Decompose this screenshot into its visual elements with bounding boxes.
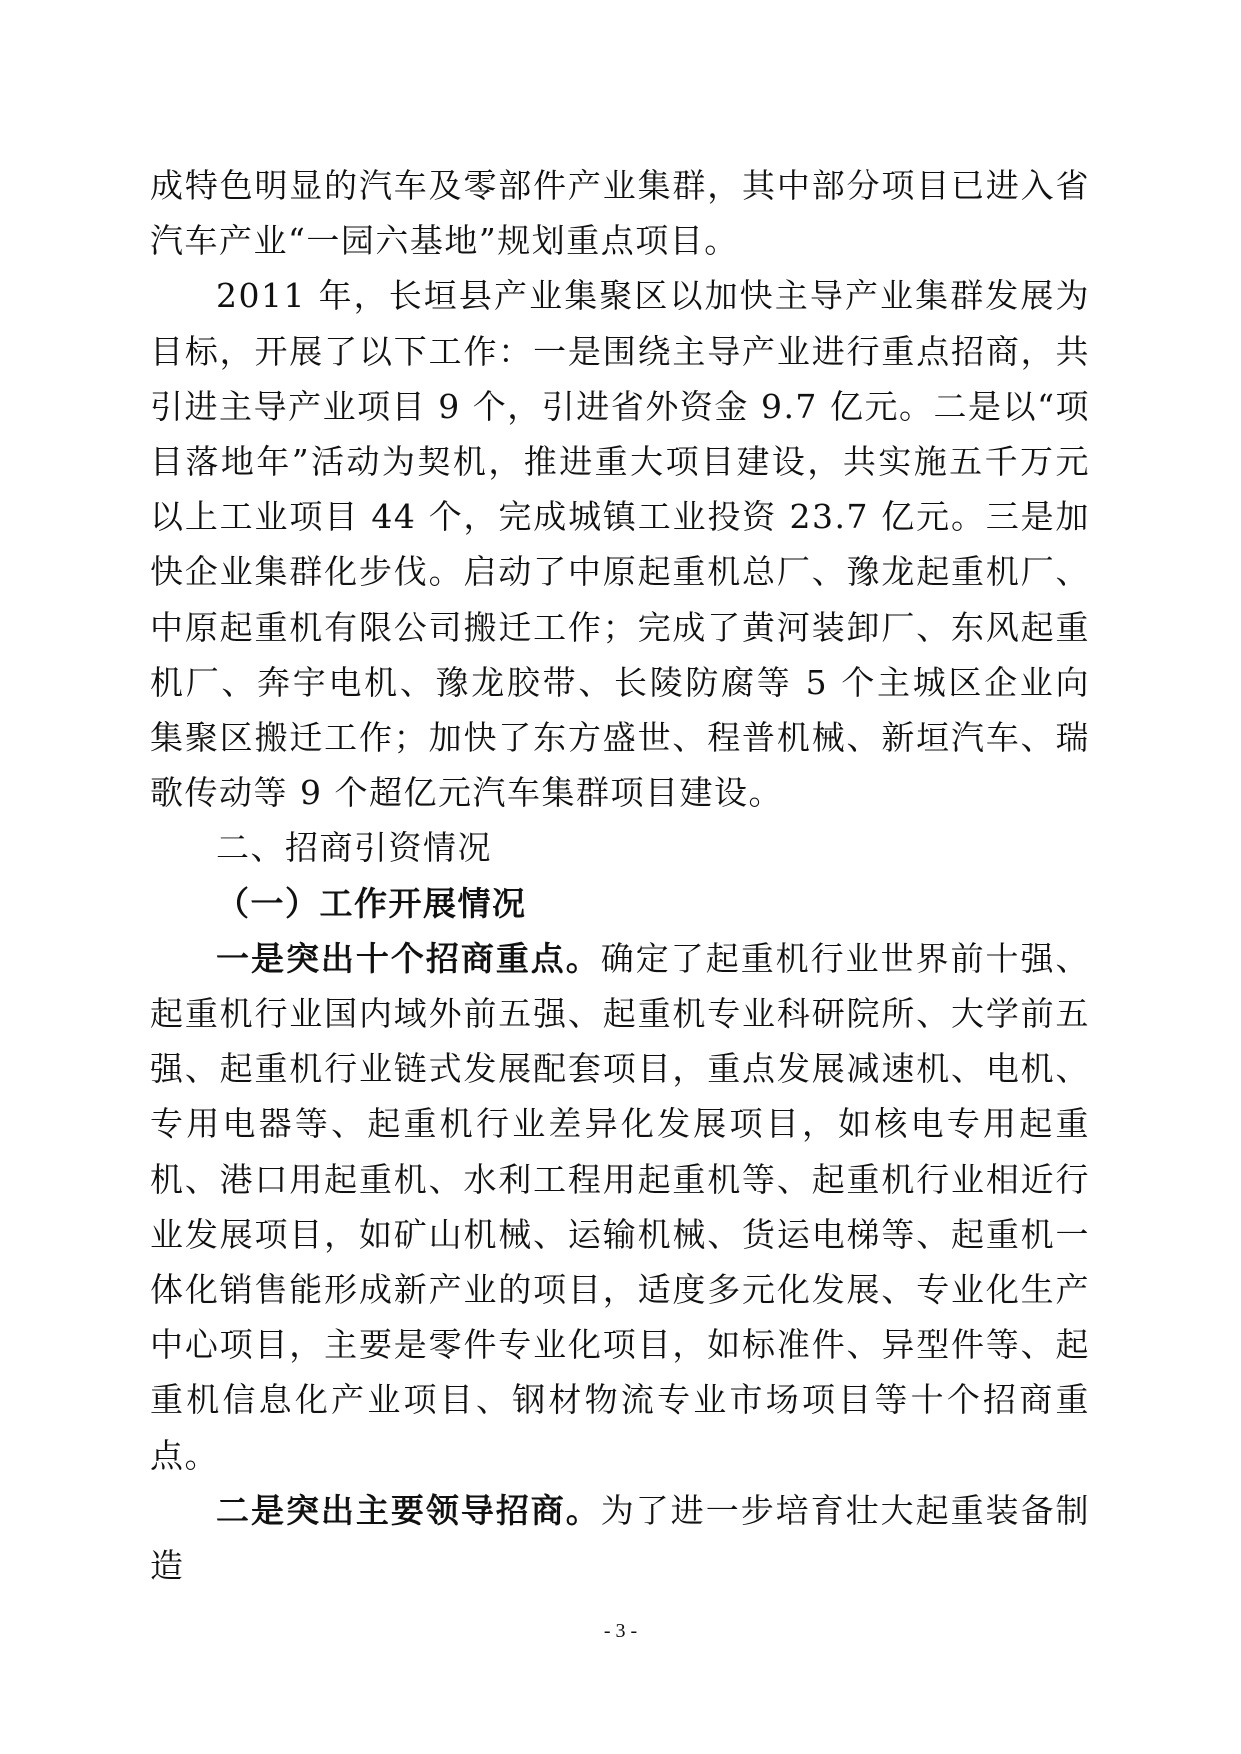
paragraph-lead-text: 一是突出十个招商重点。 — [216, 938, 601, 978]
paragraph-lead-text: 二是突出主要领导招商。 — [216, 1490, 601, 1530]
subsection-heading: （一）工作开展情况 — [216, 883, 527, 923]
page-number: - 3 - — [603, 1620, 638, 1642]
paragraph-body-text: 为了进一步培育壮大起重装备制造 — [150, 1490, 1091, 1586]
paragraph-2011-summary: 2011 年，长垣县产业集聚区以加快主导产业集群发展为目标，开展了以下工作：一是围绕主导产业进行重点招商，共引进主导产业项目 9 个，引进省外资金 9.7 亿元。二是以“项目落地年”活动为契机，推进重大项目建设，共实施五千万元以上工业项目 44 个，完成城镇工业投资 23.7 亿元。三是加快企业集群化步伐。启动了中原起重机总厂、豫龙起重机厂、中原起重机有限公司搬迁工作；完成了黄河装卸厂、东风起重机厂、奔宇电机、豫龙胶带、长陵防腐等 5 个主城区企业向集聚区搬迁工作；加快了东方盛世、程普机械、新垣汽车、瑞歌传动等 9 个超亿元汽车集群项目建设。 — [150, 276, 1090, 813]
document-page — [150, 158, 1090, 1593]
section-heading: 二、招商引资情况 — [216, 828, 492, 868]
paragraph-continuation: 成特色明显的汽车及零部件产业集群，其中部分项目已进入省汽车产业“一园六基地”规划重点项目。 — [150, 166, 1090, 261]
paragraph-investment-focus — [150, 931, 1090, 1483]
paragraph-leadership — [150, 1483, 1090, 1593]
paragraph-body-text: 确定了起重机行业世界前十强、起重机行业国内域外前五强、起重机专业科研院所、大学前五强、起重机行业链式发展配套项目，重点发展减速机、电机、专用电器等、起重机行业差异化发展项目，如核电专用起重机、港口用起重机、水利工程用起重机等、起重机行业相近行业发展项目，如矿山机械、运输机械、货运电梯等、起重机一体化销售能形成新产业的项目，适度多元化发展、专业化生产中心项目，主要是零件专业化项目，如标准件、异型件等、起重机信息化产业项目、钢材物流专业市场项目等十个招商重点。 — [150, 938, 1091, 1475]
